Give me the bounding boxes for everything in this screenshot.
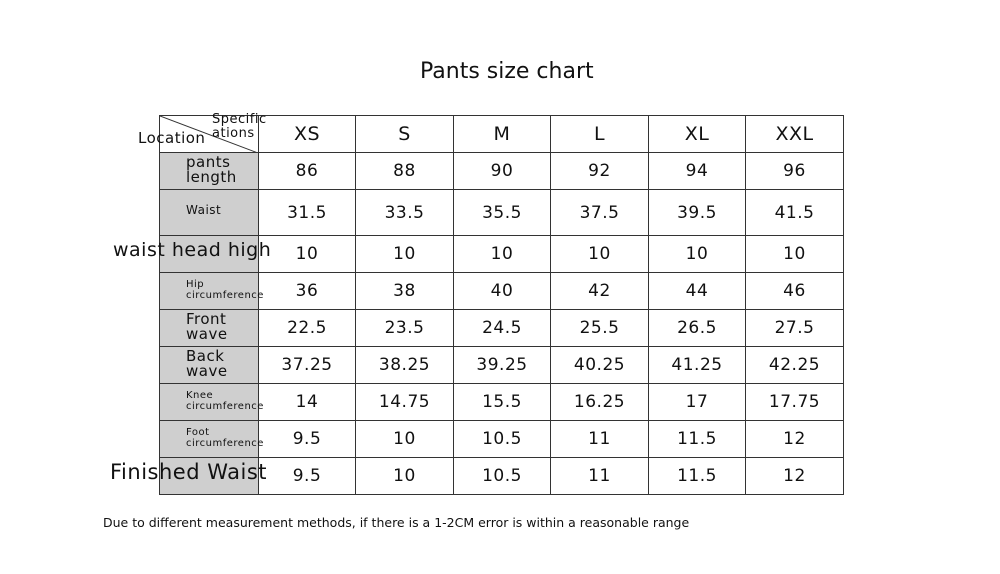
table-cell: 40	[454, 273, 551, 310]
row-label-text: waist head high	[113, 239, 272, 261]
table-cell: 10	[356, 236, 454, 273]
table-cell: 12	[746, 458, 844, 495]
table-cell: 14	[259, 384, 356, 421]
table-cell: 22.5	[259, 310, 356, 347]
table-row	[160, 153, 844, 190]
size-table	[110, 112, 844, 495]
corner-spec-label: Specific ations	[212, 112, 267, 141]
table-cell: 33.5	[356, 190, 454, 236]
table-cell: 10	[454, 236, 551, 273]
table-cell: 38.25	[356, 347, 454, 384]
table-cell: 42.25	[746, 347, 844, 384]
table-row	[160, 458, 844, 495]
row-label-waist-head-high	[113, 236, 272, 273]
table-row	[160, 273, 844, 310]
chart-title: Pants size chart	[420, 59, 594, 84]
table-cell: 17.75	[746, 384, 844, 421]
table-cell: 90	[454, 153, 551, 190]
table-cell: 39.25	[454, 347, 551, 384]
table-cell: 16.25	[551, 384, 649, 421]
table-cell: 9.5	[259, 421, 356, 458]
table-cell: 11.5	[649, 421, 746, 458]
row-label-text: Front wave	[186, 310, 228, 343]
table-cell: 10	[649, 236, 746, 273]
row-label-knee-circumference	[160, 384, 264, 421]
row-label-hip-circumference	[160, 273, 264, 310]
row-label-pants-length	[160, 153, 259, 190]
row-label-text: Hip circumference	[186, 279, 264, 301]
table-cell: 10	[356, 458, 454, 495]
table-cell: 37.25	[259, 347, 356, 384]
measurement-note: Due to different measurement methods, if there is a 1-2CM error is within a reasonable range	[103, 515, 690, 530]
table-row	[160, 236, 844, 273]
table-cell: 44	[649, 273, 746, 310]
row-label-finished-waist	[110, 458, 268, 495]
corner-cell	[138, 112, 267, 153]
table-cell: 26.5	[649, 310, 746, 347]
table-cell: 17	[649, 384, 746, 421]
table-cell: 96	[746, 153, 844, 190]
table-cell: 86	[259, 153, 356, 190]
table-cell: 11	[551, 421, 649, 458]
table-cell: 24.5	[454, 310, 551, 347]
size-header-s: S	[356, 116, 454, 153]
corner-location-label: Location	[138, 129, 206, 147]
table-cell: 10.5	[454, 421, 551, 458]
table-cell: 41.25	[649, 347, 746, 384]
row-label-text: Finished Waist	[110, 460, 268, 484]
table-row	[160, 310, 844, 347]
table-cell: 10.5	[454, 458, 551, 495]
table-cell: 40.25	[551, 347, 649, 384]
size-header-l: L	[551, 116, 649, 153]
table-cell: 14.75	[356, 384, 454, 421]
table-cell: 27.5	[746, 310, 844, 347]
row-label-foot-circumference	[160, 421, 264, 458]
table-cell: 94	[649, 153, 746, 190]
table-cell: 92	[551, 153, 649, 190]
row-label-front-wave	[160, 310, 259, 347]
table-row	[160, 384, 844, 421]
table-cell: 36	[259, 273, 356, 310]
table-cell: 41.5	[746, 190, 844, 236]
table-cell: 10	[356, 421, 454, 458]
table-cell: 46	[746, 273, 844, 310]
row-label-text: pants length	[186, 153, 237, 186]
table-cell: 9.5	[259, 458, 356, 495]
table-cell: 12	[746, 421, 844, 458]
table-cell: 88	[356, 153, 454, 190]
row-label-waist	[160, 190, 259, 236]
table-cell: 11.5	[649, 458, 746, 495]
table-cell: 15.5	[454, 384, 551, 421]
table-row	[160, 421, 844, 458]
table-cell: 35.5	[454, 190, 551, 236]
table-cell: 11	[551, 458, 649, 495]
table-cell: 23.5	[356, 310, 454, 347]
row-label-text: Back wave	[186, 347, 228, 380]
table-cell: 10	[551, 236, 649, 273]
size-header-xs: XS	[259, 116, 356, 153]
table-cell: 42	[551, 273, 649, 310]
table-cell: 10	[259, 236, 356, 273]
size-header-xl: XL	[649, 116, 746, 153]
table-row	[160, 347, 844, 384]
table-row	[160, 190, 844, 236]
corner-diagonal	[138, 112, 267, 152]
row-label-text: Waist	[186, 203, 222, 217]
table-cell: 38	[356, 273, 454, 310]
row-label-text: Foot circumference	[186, 427, 264, 449]
table-cell: 25.5	[551, 310, 649, 347]
size-table-wrapper	[110, 112, 844, 495]
table-cell: 10	[746, 236, 844, 273]
table-cell: 37.5	[551, 190, 649, 236]
size-header-m: M	[454, 116, 551, 153]
header-row	[160, 116, 844, 153]
row-label-text: Knee circumference	[186, 390, 264, 412]
row-label-back-wave	[160, 347, 259, 384]
table-cell: 31.5	[259, 190, 356, 236]
table-cell: 39.5	[649, 190, 746, 236]
size-header-xxl: XXL	[746, 116, 844, 153]
